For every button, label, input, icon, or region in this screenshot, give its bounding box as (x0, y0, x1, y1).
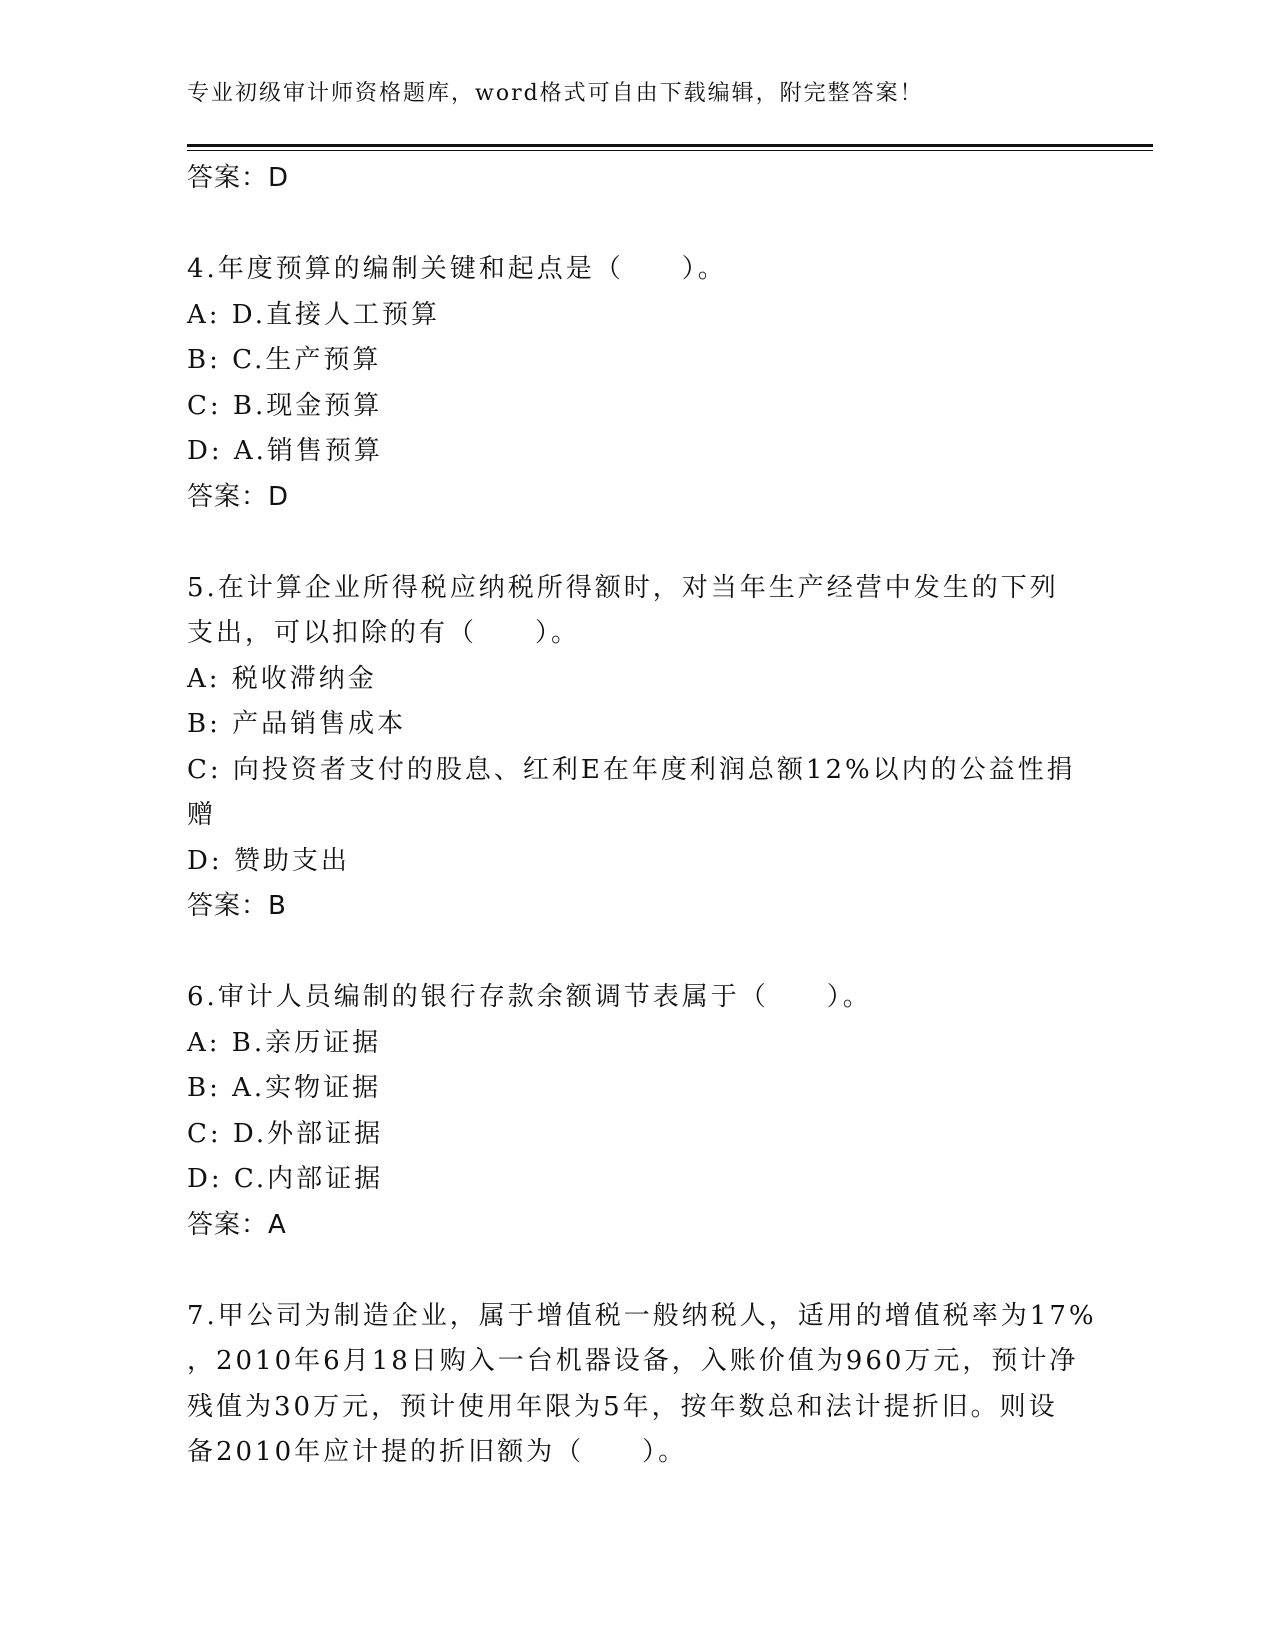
spacer (187, 1248, 1087, 1294)
spacer (187, 202, 1087, 248)
answer-line: 答案：A (187, 1209, 287, 1240)
answer-line: 答案：D (187, 481, 290, 512)
option-c-continued: 赠 (187, 800, 217, 830)
option-b: B: A.实物证据 (187, 1073, 382, 1103)
question-stem: 支出，可以扣除的有（ ）。 (187, 618, 581, 648)
question-6 (187, 975, 1087, 1248)
option-a: A: B.亲历证据 (187, 1027, 382, 1058)
question-4 (187, 247, 1087, 520)
option-c: C: D.外部证据 (187, 1118, 384, 1149)
question-stem: 残值为30万元，预计使用年限为5年，按年数总和法计提折旧。则设 (187, 1391, 1058, 1422)
option-b: B: C.生产预算 (187, 345, 382, 375)
option-b: B: 产品销售成本 (187, 709, 407, 739)
question-stem: ，2010年6月18日购入一台机器设备，入账价值为960万元，预计净 (187, 1346, 1079, 1376)
option-c: C: 向投资者支付的股息、红利E在年度利润总额12%以内的公益性捐 (187, 754, 1076, 785)
option-c: C: B.现金预算 (187, 390, 383, 421)
spacer (187, 520, 1087, 566)
header-rule-thick (187, 144, 1153, 147)
question-stem: 4.年度预算的编制关键和起点是（ ）。 (187, 254, 727, 284)
answer-line: 答案：B (187, 891, 287, 921)
option-d: D: C.内部证据 (187, 1164, 384, 1194)
option-d: D: 赞助支出 (187, 845, 350, 876)
question-stem: 备2010年应计提的折旧额为（ ）。 (187, 1437, 688, 1467)
option-a: A: D.直接人工预算 (187, 299, 440, 330)
header-rule-thin (187, 150, 1153, 151)
question-stem: 6.审计人员编制的银行存款余额调节表属于（ ）。 (187, 982, 872, 1012)
option-d: D: A.销售预算 (187, 436, 383, 466)
question-stem: 7.甲公司为制造企业，属于增值税一般纳税人，适用的增值税率为17% (187, 1300, 1097, 1331)
spacer (187, 930, 1087, 976)
question-5 (187, 566, 1087, 930)
question-7 (187, 1294, 1097, 1476)
document-body (187, 156, 1097, 1476)
option-a: A: 税收滞纳金 (187, 663, 377, 694)
question-stem: 5.在计算企业所得税应纳税所得额时，对当年生产经营中发生的下列 (187, 572, 1059, 603)
answer-line: 答案：D (187, 163, 290, 193)
page-header: 专业初级审计师资格题库，word格式可自由下载编辑，附完整答案！ (187, 81, 924, 106)
